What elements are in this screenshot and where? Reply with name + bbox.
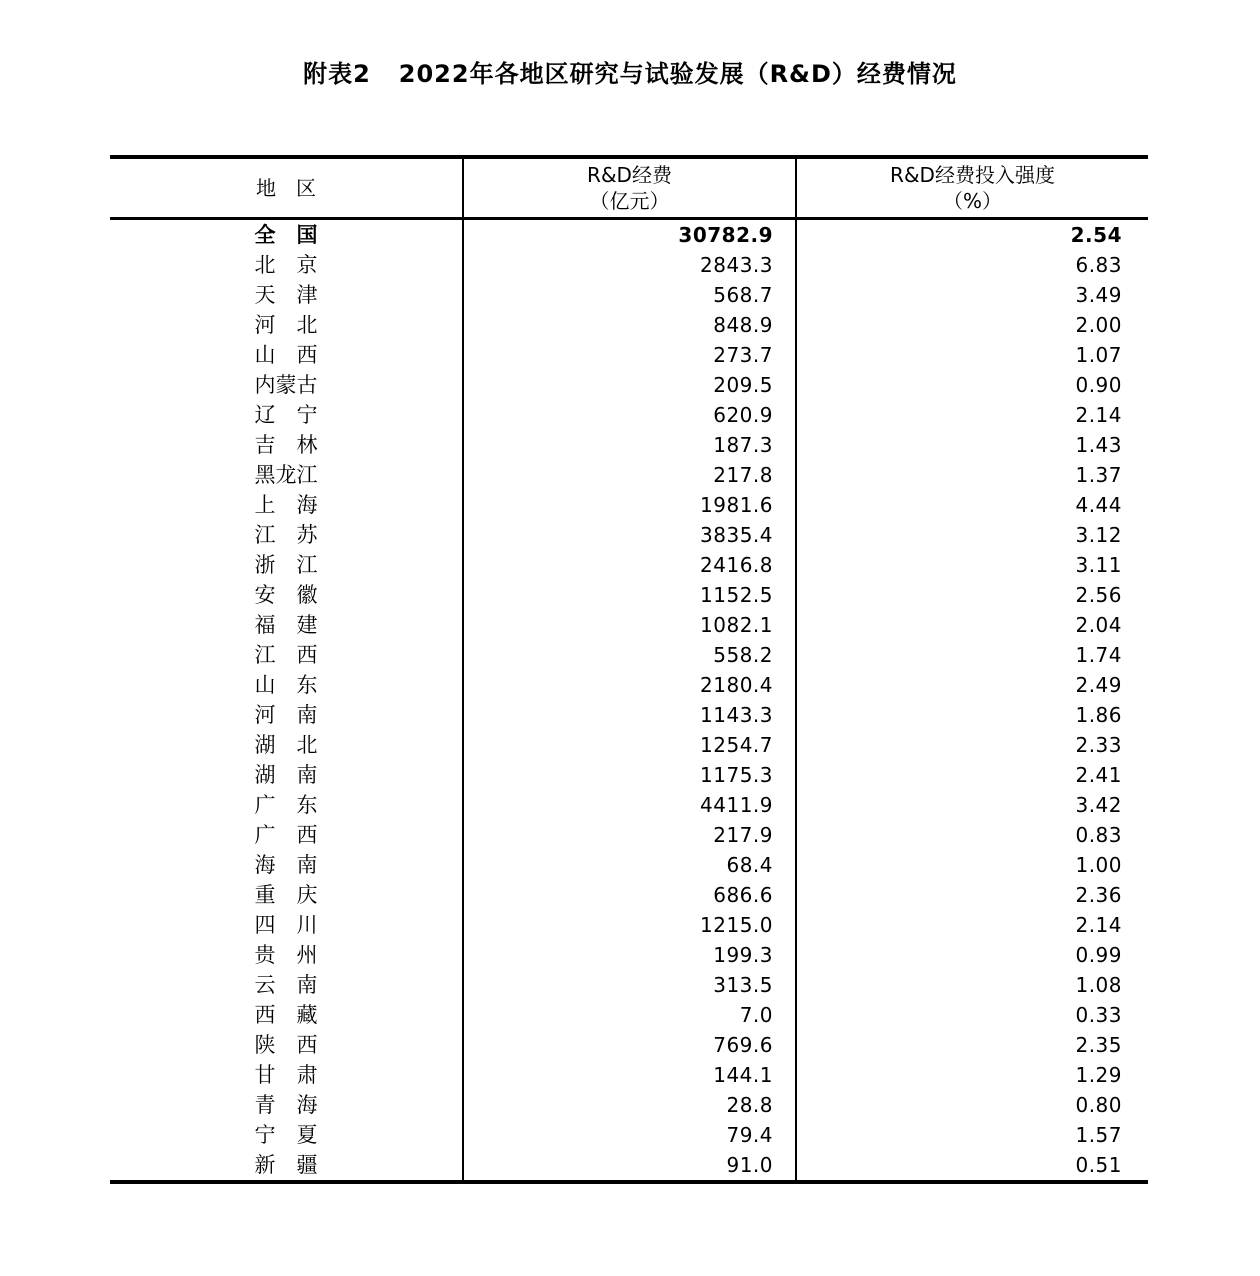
intensity-cell: 0.99 [1075, 943, 1122, 967]
expenditure-cell: 2416.8 [463, 550, 796, 580]
expenditure-cell: 1981.6 [463, 490, 796, 520]
table-row [110, 1090, 1148, 1120]
table-row [110, 310, 1148, 340]
region-cell: 江 西 [110, 640, 463, 670]
expenditure-cell: 2180.4 [463, 670, 796, 700]
intensity-cell: 3.42 [1075, 793, 1122, 817]
table-row [110, 550, 1148, 580]
region-cell: 广 东 [110, 790, 463, 820]
expenditure-cell: 1254.7 [463, 730, 796, 760]
table-row [110, 910, 1148, 940]
region-cell: 河 南 [110, 700, 463, 730]
page-title [0, 54, 1260, 89]
table-row [110, 280, 1148, 310]
region-cell: 内蒙古 [110, 370, 463, 400]
intensity-cell: 0.33 [1075, 1003, 1122, 1027]
intensity-cell: 1.07 [1075, 343, 1122, 367]
page-title-text: 2022年各地区研究与试验发展（R&D）经费情况 [398, 60, 957, 88]
intensity-cell: 2.54 [1070, 223, 1122, 247]
region-cell: 湖 南 [110, 760, 463, 790]
table-row [110, 670, 1148, 700]
header-intensity-line2: （%） [942, 189, 1002, 213]
intensity-cell: 0.80 [1075, 1093, 1122, 1117]
region-cell: 湖 北 [110, 730, 463, 760]
region-cell: 宁 夏 [110, 1120, 463, 1150]
expenditure-cell: 313.5 [463, 970, 796, 1000]
expenditure-cell: 273.7 [463, 340, 796, 370]
table-row [110, 370, 1148, 400]
table-row [110, 610, 1148, 640]
expenditure-cell: 28.8 [463, 1090, 796, 1120]
table-row [110, 700, 1148, 730]
region-cell: 甘 肃 [110, 1060, 463, 1090]
header-expenditure-line1: R&D经费 [587, 163, 672, 187]
expenditure-cell: 144.1 [463, 1060, 796, 1090]
expenditure-cell: 91.0 [463, 1150, 796, 1182]
table-row [110, 1000, 1148, 1030]
expenditure-cell: 217.8 [463, 460, 796, 490]
table-row [110, 640, 1148, 670]
region-cell: 黑龙江 [110, 460, 463, 490]
region-cell: 安 徽 [110, 580, 463, 610]
expenditure-cell: 558.2 [463, 640, 796, 670]
intensity-cell: 4.44 [1075, 493, 1122, 517]
table-row [110, 1150, 1148, 1182]
intensity-cell: 0.51 [1075, 1153, 1122, 1177]
intensity-cell: 1.08 [1075, 973, 1122, 997]
table-row [110, 430, 1148, 460]
intensity-cell: 6.83 [1075, 253, 1122, 277]
page-title-label: 附表2 [303, 60, 371, 88]
region-cell: 青 海 [110, 1090, 463, 1120]
table-row [110, 250, 1148, 280]
header-expenditure-line2: （亿元） [589, 189, 670, 213]
table-row [110, 760, 1148, 790]
region-cell: 西 藏 [110, 1000, 463, 1030]
intensity-cell: 1.57 [1075, 1123, 1122, 1147]
table-row [110, 970, 1148, 1000]
intensity-cell: 1.29 [1075, 1063, 1122, 1087]
table-row [110, 850, 1148, 880]
intensity-cell: 2.41 [1075, 763, 1122, 787]
region-cell: 四 川 [110, 910, 463, 940]
header-expenditure [463, 157, 796, 219]
intensity-cell: 2.35 [1075, 1033, 1122, 1057]
intensity-cell: 2.00 [1075, 313, 1122, 337]
expenditure-cell: 4411.9 [463, 790, 796, 820]
table-row [110, 880, 1148, 910]
region-cell: 新 疆 [110, 1150, 463, 1182]
expenditure-cell: 848.9 [463, 310, 796, 340]
region-cell: 海 南 [110, 850, 463, 880]
region-cell: 浙 江 [110, 550, 463, 580]
expenditure-cell: 2843.3 [463, 250, 796, 280]
expenditure-cell: 1152.5 [463, 580, 796, 610]
expenditure-cell: 568.7 [463, 280, 796, 310]
expenditure-cell: 686.6 [463, 880, 796, 910]
intensity-cell: 1.74 [1075, 643, 1122, 667]
intensity-cell: 1.43 [1075, 433, 1122, 457]
rd-expenditure-table [110, 155, 1148, 1184]
expenditure-cell: 79.4 [463, 1120, 796, 1150]
header-region-label: 地 区 [256, 176, 316, 200]
table-row [110, 340, 1148, 370]
expenditure-cell: 1082.1 [463, 610, 796, 640]
expenditure-cell: 187.3 [463, 430, 796, 460]
expenditure-cell: 1215.0 [463, 910, 796, 940]
expenditure-cell: 209.5 [463, 370, 796, 400]
region-cell: 江 苏 [110, 520, 463, 550]
intensity-cell: 3.49 [1075, 283, 1122, 307]
region-cell: 贵 州 [110, 940, 463, 970]
intensity-cell: 0.83 [1075, 823, 1122, 847]
intensity-cell: 2.56 [1075, 583, 1122, 607]
table-row [110, 1030, 1148, 1060]
table-header [110, 157, 1148, 219]
table-row [110, 219, 1148, 251]
table-row [110, 490, 1148, 520]
table-body [110, 219, 1148, 1183]
intensity-cell: 2.33 [1075, 733, 1122, 757]
region-cell: 山 东 [110, 670, 463, 700]
header-intensity [796, 157, 1148, 219]
intensity-cell: 3.11 [1075, 553, 1122, 577]
region-cell: 山 西 [110, 340, 463, 370]
table-row [110, 820, 1148, 850]
region-cell: 福 建 [110, 610, 463, 640]
table-row [110, 790, 1148, 820]
region-cell: 上 海 [110, 490, 463, 520]
intensity-cell: 2.36 [1075, 883, 1122, 907]
expenditure-cell: 1143.3 [463, 700, 796, 730]
expenditure-cell: 217.9 [463, 820, 796, 850]
table-row [110, 1120, 1148, 1150]
expenditure-cell: 7.0 [463, 1000, 796, 1030]
header-row [110, 157, 1148, 219]
region-cell: 广 西 [110, 820, 463, 850]
region-cell: 北 京 [110, 250, 463, 280]
region-cell: 河 北 [110, 310, 463, 340]
intensity-cell: 2.14 [1075, 403, 1122, 427]
intensity-cell: 1.37 [1075, 463, 1122, 487]
table-row [110, 460, 1148, 490]
header-intensity-line1: R&D经费投入强度 [890, 163, 1055, 187]
region-cell: 重 庆 [110, 880, 463, 910]
table-row [110, 1060, 1148, 1090]
header-region [110, 157, 463, 219]
table-row [110, 580, 1148, 610]
intensity-cell: 2.49 [1075, 673, 1122, 697]
intensity-cell: 2.04 [1075, 613, 1122, 637]
expenditure-cell: 3835.4 [463, 520, 796, 550]
table-row [110, 730, 1148, 760]
expenditure-cell: 620.9 [463, 400, 796, 430]
expenditure-cell: 68.4 [463, 850, 796, 880]
intensity-cell: 3.12 [1075, 523, 1122, 547]
intensity-cell: 0.90 [1075, 373, 1122, 397]
expenditure-cell: 30782.9 [463, 219, 796, 251]
region-cell: 天 津 [110, 280, 463, 310]
region-cell: 吉 林 [110, 430, 463, 460]
intensity-cell: 1.86 [1075, 703, 1122, 727]
region-cell: 陕 西 [110, 1030, 463, 1060]
region-cell: 云 南 [110, 970, 463, 1000]
table-row [110, 940, 1148, 970]
expenditure-cell: 1175.3 [463, 760, 796, 790]
table-row [110, 400, 1148, 430]
intensity-cell: 2.14 [1075, 913, 1122, 937]
table-row [110, 520, 1148, 550]
region-cell: 全 国 [110, 219, 463, 251]
region-cell: 辽 宁 [110, 400, 463, 430]
expenditure-cell: 199.3 [463, 940, 796, 970]
expenditure-cell: 769.6 [463, 1030, 796, 1060]
intensity-cell: 1.00 [1075, 853, 1122, 877]
